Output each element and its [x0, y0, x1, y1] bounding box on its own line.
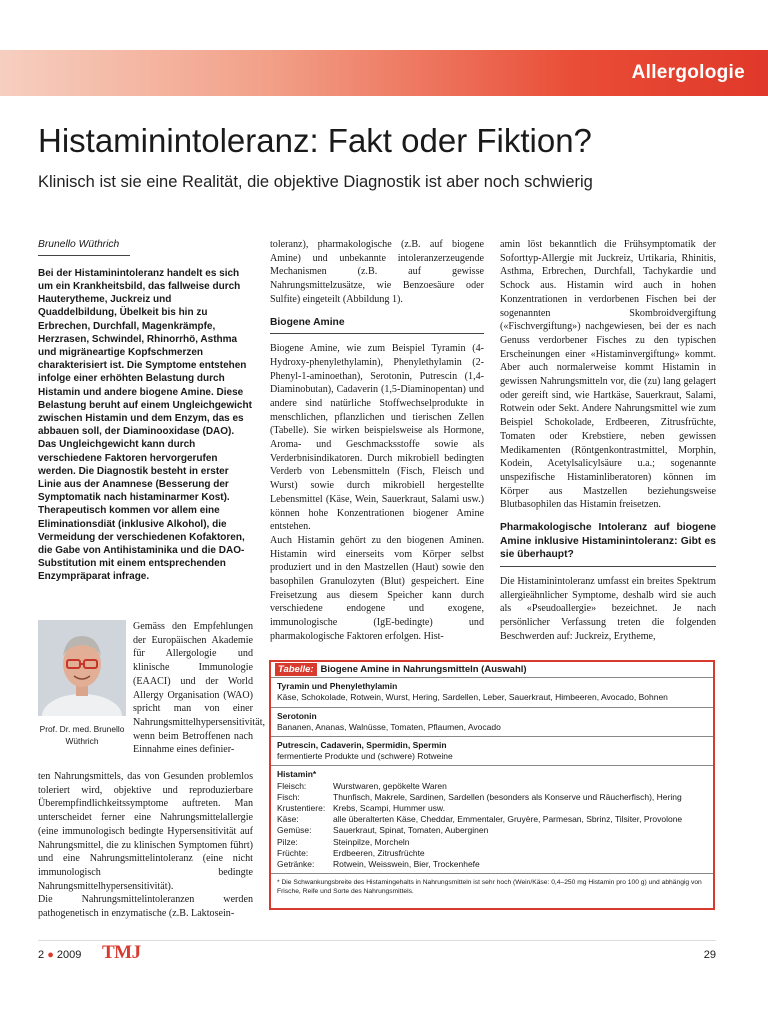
group-title: Serotonin — [277, 710, 317, 721]
paragraph: Die Histaminintoleranz umfasst ein breites Spektrum allergieähnlicher Symptome, deshalb wird sie auch als «Pseudoallergie» bezeichnet. Je nach persönlicher Verfassung treten die folgenden Beschwerden auf: Juckreiz, Erytheme, — [500, 575, 716, 642]
row-value: Erdbeeren, Zitrusfrüchte — [333, 847, 425, 858]
journal-logo: TMJ — [102, 942, 141, 963]
heading-pharmakologische-intoleranz: Pharmakologische Intoleranz auf biogene Amine inklusive Histaminintoleranz: Gibt es sie überhaupt? — [500, 521, 716, 567]
table-group — [271, 737, 713, 766]
row-key: Käse: — [277, 814, 299, 825]
table-tag: Tabelle: — [275, 663, 317, 676]
group-title: Histamin* — [277, 769, 317, 780]
article-title: Histaminintoleranz: Fakt oder Fiktion? — [38, 122, 592, 159]
table-group — [271, 678, 713, 707]
section-band — [0, 50, 768, 96]
issue-year: 2009 — [56, 949, 82, 961]
table-footnote: * Die Schwankungsbreite des Histamingehalts in Nahrungsmitteln ist sehr hoch (Wein/Käse: 0,4–250 mg Histamin pro 100 g) und abhängig von Frische, Reife und Sorte des Nahrungsmittels. — [277, 879, 702, 896]
paragraph: amin löst bekanntlich die Frühsymptomatik der Soforttyp-Allergie mit Juckreiz, Urtikaria, Rhinitis, Asthma, Erbrechen, Durchfall, Tachykardie und Schock aus. Histamin wird auch in hohen Konzentrationen in verdorbenen Fischen bei der sogenannten Skombroidvergiftung («Fischvergiftung») nachgewiesen, bei der es nach Genuss verdorbener Fisches zu den typischen Erscheinungen einer «Histaminvergiftung» kommt. Aber auch normalerweise kommt Histamin in gewissen Nahrungsmitteln vor, die (zu) lang gelagert oder gereift sind, wie Hartkäse, Sauerkraut, Salami, Rotwein oder Sekt. Andere Nahrungsmittel wie zum Beispiel Schokolade, Erdbeeren, Zitrusfrüchte, Tomaten oder Krebstiere, neben gewissen Medikamenten (Röntgenkontrastmittel, Morphin, Kodein, Acetylsalicylsäure u.a.; sogenannte unspezifische Histaminliberatoren) können im Körper aus Mastzellen beziehungsweise Blutbasophilen das Histamin freisetzen. — [500, 239, 716, 511]
column-1-aside-text — [133, 620, 266, 757]
issue-number: 2 — [38, 949, 45, 961]
row-value: alle überalterten Käse, Cheddar, Emmentaler, Gruyère, Parmesan, Sbrinz, Tilsiter, Provolone — [333, 814, 683, 825]
row-value: Sauerkraut, Spinat, Tomaten, Auberginen — [333, 825, 489, 836]
row-value: Krebs, Scampi, Hummer usw. — [333, 803, 445, 814]
column-3 — [500, 238, 716, 643]
group-items: Käse, Schokolade, Rotwein, Wurst, Hering, Sardellen, Leber, Sauerkraut, Himbeeren, Avocado, Bohnen — [277, 692, 668, 703]
paragraph: Auch Histamin gehört zu den biogenen Aminen. Histamin wird einerseits vom Körper selbst produziert und in den Mastzellen (Haut) sowie den basophilen Granulozyten (Blut) gespeichert. Eine Freisetzung aus diesem Speicher kann durch verschiedene endogene und exogene, immunologische (IgE-bedingte) und pharmakologische Faktoren erfolgen. Hist- — [270, 534, 484, 642]
table-group-histamin — [271, 766, 713, 874]
group-title: Putrescin, Cadaverin, Spermidin, Spermin — [277, 740, 447, 751]
photo-caption: Prof. Dr. med. Brunello Wüthrich — [39, 724, 125, 746]
author-photo — [38, 620, 126, 716]
bullet-dot-icon: ● — [47, 949, 54, 961]
section-label: Allergologie — [631, 62, 745, 83]
article-subtitle: Klinisch ist sie eine Realität, die objektive Diagnostik ist aber noch schwierig — [38, 173, 593, 191]
row-key: Früchte: — [277, 847, 309, 858]
row-value: Steinpilze, Morcheln — [333, 836, 410, 847]
row-value: Wurstwaren, gepökelte Waren — [333, 780, 447, 791]
paragraph: ten Nahrungsmittels, das von Gesunden problemlos toleriert wird, objektive und reproduzierbare Überempfindlichkeitssymptome auftreten. Man unterscheidet ferner eine Nahrungsmittelallergie (eine immunologisch bedingte Hypersensitivität auf Nahrungsmittel, die zu klinischen Symptomen führt) und eine Nahrungsmittelintoleranz (eine nicht immunologisch bedingte Nahrungsmittelhypersensitivität). — [38, 771, 253, 892]
row-key: Krustentiere: — [277, 803, 326, 814]
table-row — [277, 814, 707, 825]
paragraph: toleranz), pharmakologische (z.B. auf biogene Amine) und unbekannte intoleranzerzeugende Mechanismen (z.B. auf gewisse Nahrungsmittelzusätze, wie Benzoesäure oder Sulfite) eingeteilt (Abbildung 1). — [270, 239, 484, 305]
heading-biogene-amine: Biogene Amine — [270, 316, 484, 335]
row-key: Gemüse: — [277, 825, 312, 836]
table-row — [277, 803, 707, 814]
row-value: Thunfisch, Makrele, Sardinen, Sardellen (besonders als Konserve und Räucherfisch), Hering — [333, 791, 682, 802]
table-row — [277, 837, 707, 848]
row-key: Fisch: — [277, 791, 300, 802]
biogenic-amines-table — [269, 660, 715, 910]
column-2 — [270, 238, 484, 644]
paragraph: Biogene Amine, wie zum Beispiel Tyramin (4-Hydroxy-phenylethylamin), Phenylethylamin (2-Phenyl-1-aminoethan), Serotonin, Putrescin (1,4-Diaminobutan), Cadaverin (1,5-Diaminopentan) und andere sind natürliche Stoffwechselprodukte in menschlichen, pflanzlichen und tierischen Zellen (Tabelle). Sie wirken beispielsweise als Hormone, Aroma- und Geschmacksstoffe sowie als Verderbnisindikatoren. Durch mikrobiell bedingten Verderb von Lebensmitteln (Fisch, Fleisch und Wurst) sowie durch mikrobiell hergestellte Lebensmittel (Käse, Wein, Sauerkraut, Salami usw.) können hohe Konzentrationen biogener Amine entstehen. — [270, 343, 484, 533]
table-title: Biogene Amine in Nahrungsmitteln (Auswahl) — [320, 664, 527, 675]
issue-info — [38, 949, 81, 961]
paragraph: Gemäss den Empfehlungen der Europäischen Akademie für Allergologie und klinische Immunologie (EAACI) und der World Allergy Organisation (WAO) spricht man von einer Nahrungsmittelhypersensitivität, wenn beim Betroffenen nach Einnahme eines definier- — [133, 621, 266, 756]
group-items: Bananen, Ananas, Walnüsse, Tomaten, Pflaumen, Avocado — [277, 721, 501, 732]
column-1-continuation — [38, 770, 253, 921]
table-row — [277, 848, 707, 859]
page-footer — [38, 940, 716, 971]
abstract: Bei der Histaminintoleranz handelt es sich um ein Krankheitsbild, das fallweise durch Hauterytheme, Juckreiz und Quaddelbildung, Übelkeit bis hin zu Erbrechen, Durchfall, Magenkrämpfe, Herzrasen, Schwindel, Rhinorrhö, Asthma und migräneartige Kopfschmerzen charakterisiert ist. Die Symptome entstehen infolge einer erhöhten Belastung durch Histamin und andere biogene Amine. Diese Belastung beruht auf einem Ungleichgewicht zwischen Histamin und dem Enzym, das es abbauen soll, der Diaminooxidase (DAO). Das Ungleichgewicht kann durch verschiedene Faktoren hervorgerufen werden. Die Diagnostik besteht in erster Linie aus der Anamnese (Besserung der Symptomatik nach histaminarmer Kost). Therapeutisch kommen vor allem eine Eliminationsdiät (inklusive Alkohol), die Vermeidung der verschiedenen Kofaktoren, die Gabe von Antihistaminika und die DAO-Substitution mit einem entsprechenden Enzympräparat infrage. — [38, 267, 252, 583]
row-key: Pilze: — [277, 836, 298, 847]
table-header — [271, 662, 713, 678]
table-row — [277, 792, 707, 803]
group-items: fermentierte Produkte und (schwere) Rotweine — [277, 751, 453, 762]
table-group — [271, 708, 713, 737]
row-value: Rotwein, Weisswein, Bier, Trockenhefe — [333, 859, 480, 870]
row-key: Getränke: — [277, 859, 315, 870]
table-row — [277, 859, 707, 870]
table-row — [277, 825, 707, 836]
row-key: Fleisch: — [277, 780, 307, 791]
table-row — [277, 781, 707, 792]
paragraph: Die Nahrungsmittelintoleranzen werden pathogenetisch in enzymatische (z.B. Laktosein- — [38, 894, 253, 920]
group-title: Tyramin und Phenylethylamin — [277, 681, 398, 692]
page-number: 29 — [703, 949, 716, 961]
author-portrait-image — [38, 620, 126, 716]
column-1 — [38, 238, 253, 584]
author-name: Brunello Wüthrich — [38, 238, 130, 256]
